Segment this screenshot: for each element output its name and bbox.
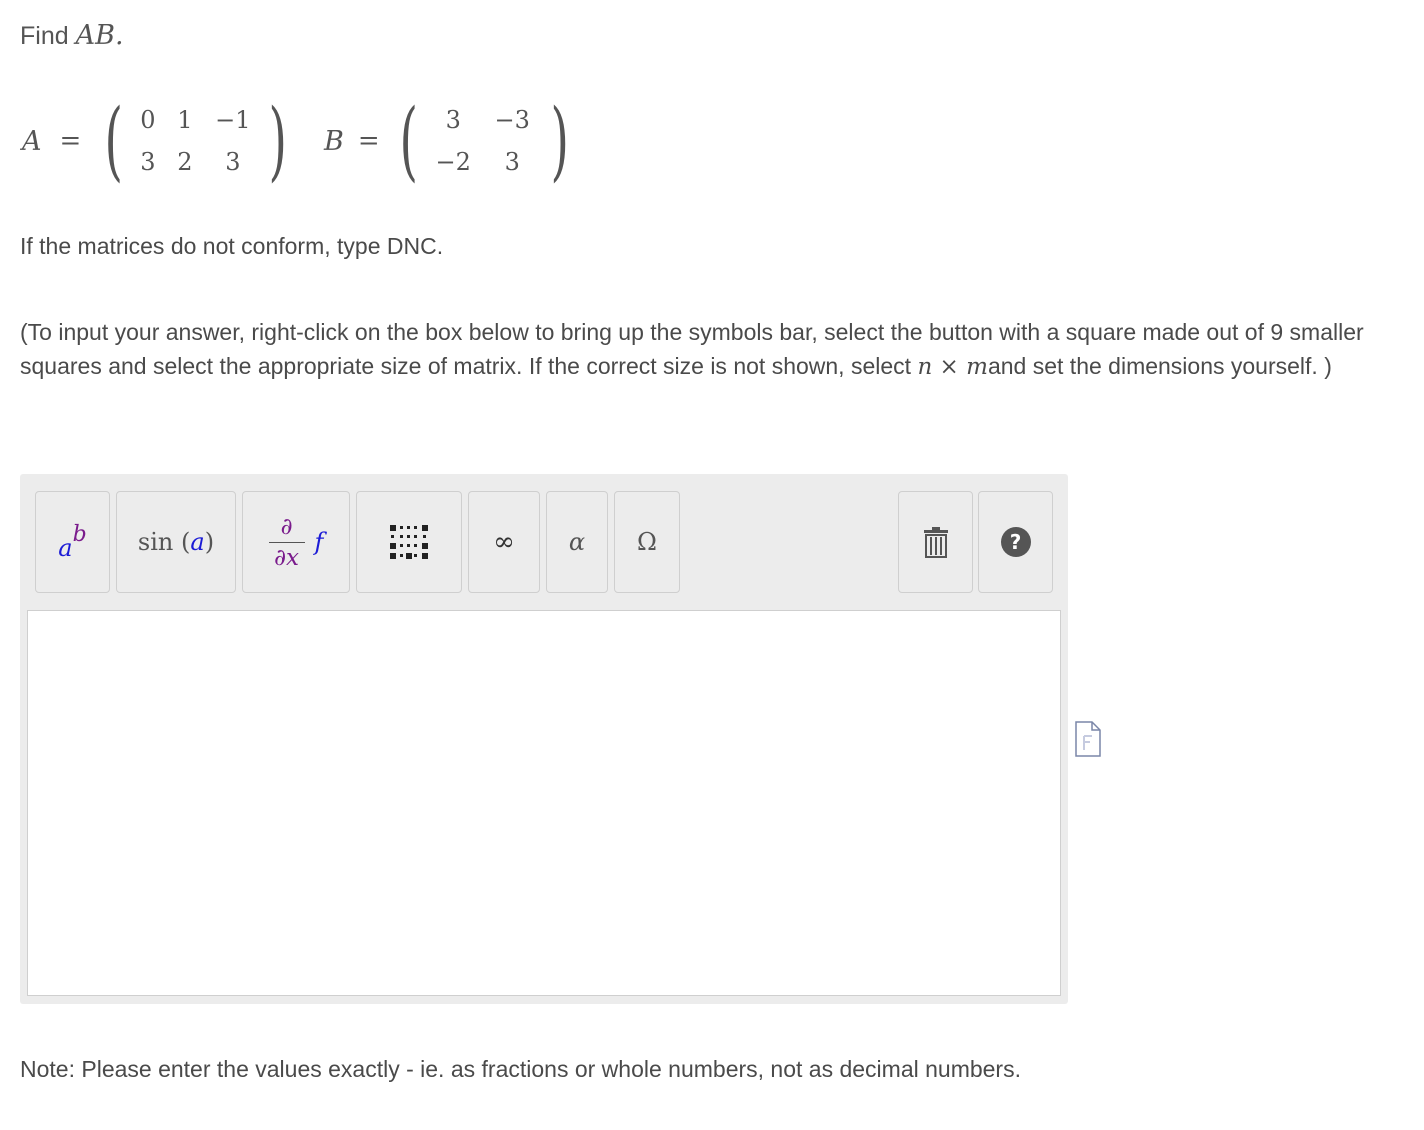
deriv-top: ∂ [280,513,293,540]
matrix-b-label: B [324,125,344,157]
trig-functions-button[interactable] [116,491,236,593]
matrix-cell: 2 [177,148,193,176]
infinity-button[interactable] [468,491,540,593]
power-button[interactable] [35,491,110,593]
input-instruction-line2 [20,349,1422,384]
matrix-cell: −1 [215,106,251,134]
help-button[interactable] [978,491,1053,593]
trig-open: ( [181,528,191,556]
find-word: Find [20,22,69,50]
fraction-bar [269,542,305,543]
input-instruction-text: squares and select the appropriate size of matrix. If the correct size is not shown, select [20,353,918,379]
help-icon: ? [1001,527,1031,557]
equation-editor [20,474,1068,1004]
trig-arg: a [190,528,205,556]
file-icon[interactable] [1074,720,1102,758]
infinity-icon: ∞ [493,527,515,557]
greek-button[interactable] [546,491,608,593]
left-paren: ( [399,91,418,191]
question-title [20,20,124,51]
trash-icon [923,526,949,558]
note-text: Note: Please enter the values exactly - ie. as fractions or whole numbers, not as decimal numbers. [20,1056,1021,1082]
omega-icon: Ω [637,528,657,556]
right-paren: ) [550,91,570,191]
matrix-cell: 3 [225,148,241,176]
matrix-cell: 3 [445,106,461,134]
deriv-f: f [314,528,324,556]
dimension-math: n × m [917,354,988,380]
matrix-cell: −2 [435,148,471,176]
calculus-button[interactable] [242,491,350,593]
matrix-button[interactable] [356,491,462,593]
find-target: AB [75,20,115,51]
matrix-a-equals: = [59,126,82,156]
matrix-grid-icon [388,523,430,561]
power-exponent: b [72,521,87,547]
matrix-cell: 3 [140,148,156,176]
matrix-a-label: A [22,125,42,157]
trig-fn: sin [137,528,174,556]
find-period: . [114,20,124,51]
input-instruction-text-end: and set the dimensions yourself. ) [987,353,1332,379]
left-paren: ( [104,91,124,191]
power-base: a [58,534,73,562]
dnc-instruction: If the matrices do not conform, type DNC. [20,233,444,259]
alpha-icon: α [568,528,586,556]
special-symbols-button[interactable] [614,491,680,593]
matrix-cell: −3 [494,106,530,134]
matrix-b [324,91,577,191]
deriv-bottom: ∂x [274,544,299,571]
trig-close: ) [204,528,215,556]
matrix-b-grid [425,99,543,183]
input-instruction [20,315,1422,384]
input-instruction-line1: (To input your answer, right-click on the box below to bring up the symbols bar, select the button with a square made out of 9 smaller [20,319,1364,345]
right-paren: ) [268,91,287,191]
matrix-a-grid [131,99,261,183]
matrix-cell: 1 [177,106,193,134]
answer-input[interactable] [27,610,1061,996]
matrix-cell: 0 [140,106,156,134]
matrix-cell: 3 [504,148,520,176]
matrix-b-equals: = [357,126,380,156]
matrix-a [22,91,294,191]
clear-button[interactable] [898,491,973,593]
